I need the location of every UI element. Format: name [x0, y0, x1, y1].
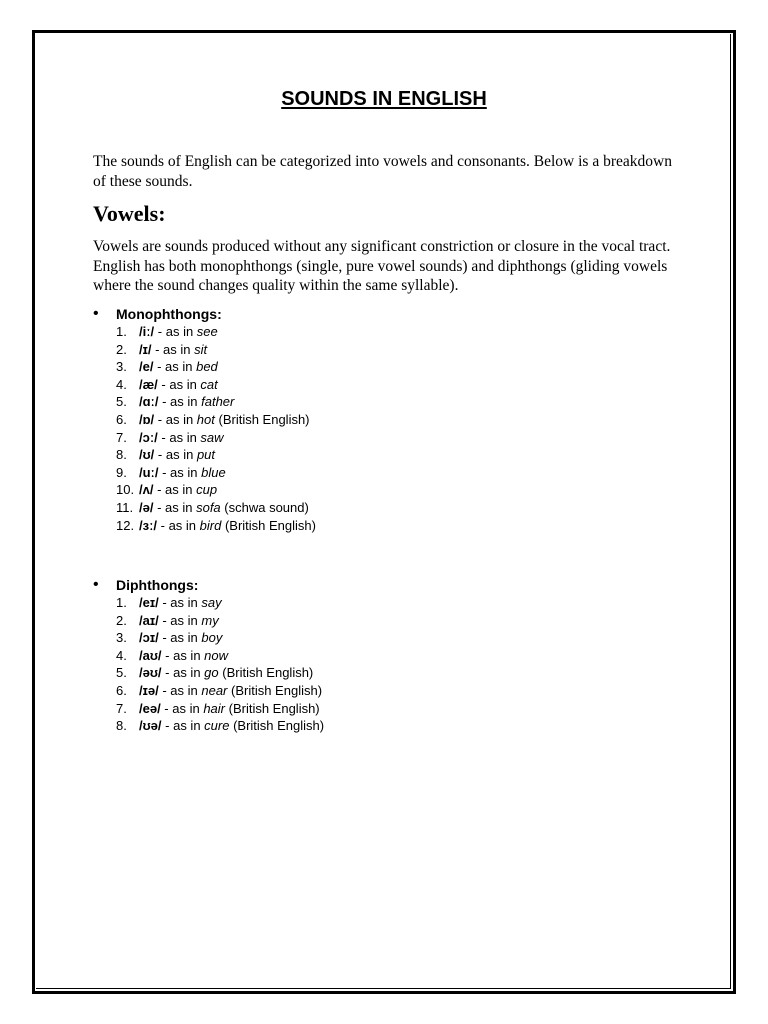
example-word: cure — [204, 718, 230, 734]
as-in-text: - as in — [153, 499, 197, 515]
monophthongs-section — [93, 305, 316, 534]
as-in-text: - as in — [153, 482, 197, 498]
phonetic-symbol: /ə/ — [139, 499, 154, 515]
item-number: 6. — [116, 682, 127, 698]
as-in-text: - as in — [154, 447, 197, 463]
phonetic-symbol: /ɒ/ — [139, 411, 155, 427]
example-word: hair — [203, 700, 225, 716]
page-title: SOUNDS IN ENGLISH — [281, 88, 487, 110]
phonetic-symbol: /eɪ/ — [139, 595, 159, 610]
item-number: 4. — [116, 647, 127, 663]
item-note: (British English) — [214, 411, 310, 427]
example-word: put — [196, 447, 216, 463]
phonetic-symbol: /ɜː/ — [139, 517, 158, 533]
example-word: sofa — [196, 499, 221, 515]
example-word: cup — [196, 482, 218, 498]
list-item — [93, 629, 324, 647]
example-word: near — [201, 682, 228, 698]
as-in-text: - as in — [157, 376, 201, 392]
example-word: now — [204, 647, 229, 663]
phonetic-symbol: /ɪ/ — [139, 341, 152, 357]
phonetic-symbol: /ɑː/ — [139, 394, 159, 410]
list-item — [93, 376, 316, 394]
item-number: 6. — [116, 411, 127, 427]
list-item — [93, 411, 316, 429]
item-note: (British English) — [225, 700, 320, 716]
item-number: 4. — [116, 376, 127, 392]
phonetic-symbol: /æ/ — [139, 376, 158, 392]
phonetic-symbol: /uː/ — [139, 464, 159, 480]
phonetic-symbol: /iː/ — [139, 324, 155, 339]
item-number: 7. — [116, 429, 127, 445]
item-number: 8. — [116, 718, 127, 734]
as-in-text: - as in — [158, 682, 202, 698]
example-word: see — [196, 324, 218, 339]
example-word: sit — [194, 341, 208, 357]
list-item — [93, 717, 324, 735]
item-number: 9. — [116, 464, 127, 480]
as-in-text: - as in — [158, 464, 202, 480]
as-in-text: - as in — [158, 612, 202, 628]
monophthongs-heading: Monophthongs: — [116, 306, 222, 322]
item-note: (British English) — [229, 718, 325, 734]
item-note: (schwa sound) — [220, 499, 309, 515]
phonetic-symbol: /ɔː/ — [139, 429, 158, 445]
diphthongs-section — [93, 576, 324, 735]
list-item — [93, 481, 316, 499]
phonetic-symbol: /ɪə/ — [139, 682, 159, 698]
example-word: boy — [201, 630, 223, 646]
item-number: 3. — [116, 630, 127, 646]
list-item — [93, 464, 316, 482]
phonetic-symbol: /ʌ/ — [139, 482, 154, 498]
bullet-icon: • — [93, 576, 99, 593]
vowels-description: Vowels are sounds produced without any significant constriction or closure in the vocal tract. English has both monophthongs (single, pure vowel sounds) and diphthongs (gliding vowels where the sound changes quality within the same syllable). — [93, 238, 671, 294]
intro-paragraph: The sounds of English can be categorized into vowels and consonants. Below is a breakdown of these sounds. — [93, 153, 672, 190]
list-item — [93, 358, 316, 376]
example-word: go — [204, 665, 219, 681]
example-word: blue — [201, 464, 226, 480]
diphthongs-list — [93, 594, 324, 735]
phonetic-symbol: /e/ — [139, 359, 154, 375]
list-item — [93, 429, 316, 447]
example-word: cat — [200, 376, 218, 392]
as-in-text: - as in — [157, 517, 200, 533]
example-word: hot — [196, 411, 215, 427]
vowels-heading: Vowels: — [93, 201, 166, 226]
item-note: (British English) — [218, 665, 314, 681]
item-number: 2. — [116, 612, 127, 628]
phonetic-symbol: /əʊ/ — [139, 665, 162, 681]
list-item — [93, 446, 316, 464]
as-in-text: - as in — [161, 665, 205, 681]
list-item — [93, 323, 316, 341]
as-in-text: - as in — [153, 359, 197, 375]
list-item — [93, 393, 316, 411]
example-word: saw — [200, 429, 224, 445]
phonetic-symbol: /ɔɪ/ — [139, 630, 159, 646]
diphthongs-heading: Diphthongs: — [116, 577, 199, 593]
bullet-icon: • — [93, 305, 99, 322]
item-number: 1. — [116, 324, 127, 339]
list-item — [93, 647, 324, 665]
list-item — [93, 700, 324, 718]
phonetic-symbol: /ʊ/ — [139, 447, 155, 463]
phonetic-symbol: /eə/ — [139, 700, 161, 716]
item-number: 5. — [116, 394, 127, 410]
as-in-text: - as in — [158, 595, 202, 610]
example-word: bed — [196, 359, 218, 375]
list-item — [93, 682, 324, 700]
item-number: 7. — [116, 700, 127, 716]
list-item — [93, 664, 324, 682]
monophthongs-heading-row — [93, 305, 316, 323]
monophthongs-list — [93, 323, 316, 534]
item-number: 11. — [116, 499, 134, 515]
example-word: my — [201, 612, 219, 628]
item-number: 1. — [116, 595, 127, 610]
phonetic-symbol: /ʊə/ — [139, 718, 162, 734]
as-in-text: - as in — [161, 647, 205, 663]
example-word: father — [201, 394, 235, 410]
item-note: (British English) — [227, 682, 323, 698]
item-number: 12. — [116, 517, 135, 533]
item-number: 3. — [116, 359, 127, 375]
example-word: say — [201, 595, 222, 610]
phonetic-symbol: /aɪ/ — [139, 612, 159, 628]
list-item — [93, 612, 324, 630]
as-in-text: - as in — [158, 394, 202, 410]
item-number: 2. — [116, 341, 127, 357]
as-in-text: - as in — [151, 341, 195, 357]
item-number: 10. — [116, 482, 135, 498]
as-in-text: - as in — [154, 324, 197, 339]
diphthongs-heading-row — [93, 576, 324, 594]
as-in-text: - as in — [160, 700, 204, 716]
list-item — [93, 517, 316, 535]
as-in-text: - as in — [158, 630, 202, 646]
phonetic-symbol: /aʊ/ — [139, 647, 162, 663]
list-item — [93, 499, 316, 517]
item-number: 5. — [116, 665, 127, 681]
list-item — [93, 341, 316, 359]
list-item — [93, 594, 324, 612]
item-note: (British English) — [221, 517, 316, 533]
as-in-text: - as in — [154, 411, 197, 427]
example-word: bird — [199, 517, 222, 533]
as-in-text: - as in — [157, 429, 201, 445]
as-in-text: - as in — [161, 718, 205, 734]
item-number: 8. — [116, 447, 127, 463]
